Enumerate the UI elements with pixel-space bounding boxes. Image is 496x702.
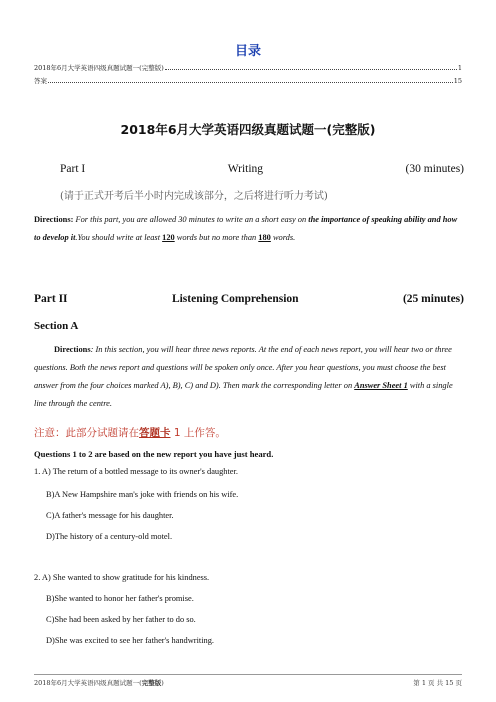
toc-leader-dots <box>48 82 453 83</box>
part1-note: (请于正式开考后半小时内完成该部分，之后将进行听力考试) <box>60 191 328 202</box>
min-words: 120 <box>162 232 175 242</box>
toc-leader-dots <box>165 69 457 70</box>
part2-time: (25 minutes) <box>402 293 464 305</box>
footer-divider <box>34 674 462 675</box>
part1-section: Writing <box>227 163 264 175</box>
part1-heading <box>60 163 464 175</box>
question-2-option-b: B)She wanted to honor her father's promise. <box>46 594 194 603</box>
toc-entry[interactable] <box>34 63 462 72</box>
answer-sheet-ref: Answer Sheet 1 <box>354 381 408 390</box>
toc-entry[interactable] <box>34 76 462 85</box>
answer-card-highlight: 答题卡 <box>139 427 171 439</box>
directions-label: Directions: <box>34 215 74 224</box>
question-1-option-c: C)A father's message for his daughter. <box>46 511 174 520</box>
directions-label: Directions <box>54 345 91 354</box>
part1-name: Part I <box>60 163 86 175</box>
toc-entry-page: 15 <box>453 77 462 85</box>
toc-entry-page: 1 <box>457 64 462 72</box>
question-1-option-b: B)A New Hampshire man's joke with friends on his wife. <box>46 490 239 499</box>
toc-title: 目录 <box>234 44 261 59</box>
answer-note: 注意：此部分试题请在答题卡 1 上作答。 <box>34 427 226 439</box>
toc-entry-label: 2018年6月大学英语四级真题试题一(完整版) <box>34 64 164 72</box>
footer-page-number: 第 1 页 共 15 页 <box>413 679 462 687</box>
part1-directions: Directions: For this part, you are allowed 30 minutes to write an a short easy on the importance of speaking ability and how to develop it.You should write at least 120 words but no more than 180 words. <box>34 215 458 242</box>
essay-topic: the importance of speaking ability and how to develop it <box>34 215 458 242</box>
footer-doc-title: 2018年6月大学英语四级真题试题一(完整版) <box>34 679 164 687</box>
part2-name: Part II <box>34 293 68 305</box>
question-group-header: Questions 1 to 2 are based on the new report you have just heard. <box>34 449 274 459</box>
part2-heading <box>34 293 464 305</box>
question-1-option-a: 1. A) The return of a bottled message to its owner's daughter. <box>34 467 238 476</box>
directions-text: For this part, you are allowed 30 minutes to write an a short easy on <box>73 215 309 224</box>
document-title: 2018年6月大学英语四级真题试题一(完整版) <box>120 122 376 137</box>
part2-directions: Directions: In this section, you will hear three news reports. At the end of each news report, you will hear two or three questions. Both the news report and questions will be spoken only once. After you hear questions, you must choose the best answer from the four choices marked A), B), C) and D). Then mark the corresponding letter on Answer Sheet 1 with a single line through the centre. <box>34 345 453 408</box>
max-words: 180 <box>258 232 271 242</box>
section-a-label: Section A <box>34 320 79 332</box>
question-2-option-c: C)She had been asked by her father to do so. <box>46 615 196 624</box>
part2-section: Listening Comprehension <box>171 293 299 305</box>
question-2-option-a: 2. A) She wanted to show gratitude for his kindness. <box>34 573 210 582</box>
part1-time: (30 minutes) <box>405 163 464 175</box>
question-1-option-d: D)The history of a century-old motel. <box>46 532 173 541</box>
question-2-option-d: D)She was excited to see her father's handwriting. <box>46 636 215 645</box>
toc-entry-label: 答案 <box>34 77 47 85</box>
